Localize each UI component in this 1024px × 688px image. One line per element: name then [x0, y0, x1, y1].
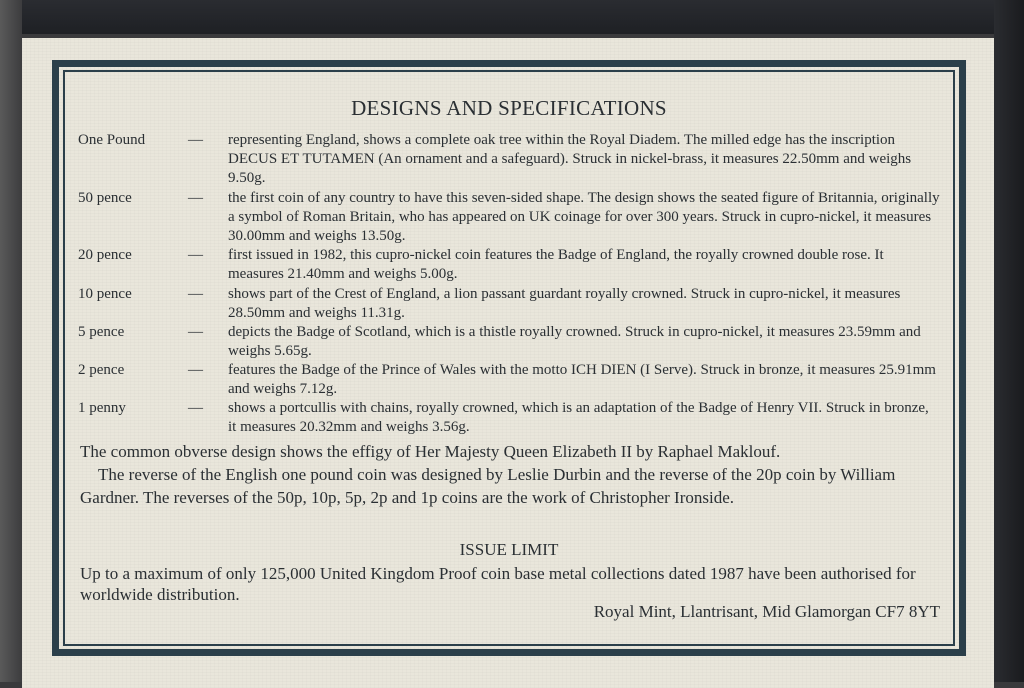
spec-coin-name: 50 pence — [78, 190, 132, 206]
spec-coin-name: 20 pence — [78, 247, 132, 263]
spec-dash: — — [188, 362, 203, 378]
spec-description: shows a portcullis with chains, royally crowned, which is an adaptation of the Badge of Henry VII. Struck in bronze, it measures 20.32mm and weighs 3.56g. — [228, 400, 929, 436]
reverse-note: The reverse of the English one pound coin was designed by Leslie Durbin and the reverse of the 20p coin by William Gardner. The reverses of the 50p, 10p, 5p, 2p and 1p coins are the work of Christopher Ironside. — [80, 465, 896, 507]
spec-description: the first coin of any country to have this seven-sided shape. The design shows the seated figure of Britannia, originally a symbol of Roman Britain, who has appeared on UK coinage for over 300 years. Struck in cupro-nickel, it measures 30.00mm and weighs 13.50g. — [228, 190, 940, 245]
spec-dash: — — [188, 190, 203, 206]
case-left-edge — [0, 0, 22, 682]
spec-coin-name: One Pound — [78, 132, 146, 148]
case-top-edge — [0, 0, 1024, 34]
spec-dash: — — [188, 132, 203, 148]
royal-mint-address: Royal Mint, Llantrisant, Mid Glamorgan CF7 8YT — [593, 602, 940, 621]
spec-dash: — — [188, 286, 203, 302]
issue-limit-heading: ISSUE LIMIT — [459, 540, 559, 559]
spec-coin-name: 2 pence — [78, 362, 125, 378]
spec-description: first issued in 1982, this cupro-nickel coin features the Badge of England, the royally crowned double rose. It measures 21.40mm and weighs 5.00g. — [228, 247, 884, 283]
spec-coin-name: 10 pence — [78, 286, 132, 302]
spec-dash: — — [188, 247, 203, 263]
page-title: DESIGNS AND SPECIFICATIONS — [351, 96, 667, 120]
spec-dash: — — [188, 324, 203, 340]
obverse-note: The common obverse design shows the effigy of Her Majesty Queen Elizabeth II by Raphael Maklouf. — [80, 442, 781, 461]
spec-description: depicts the Badge of Scotland, which is a thistle royally crowned. Struck in cupro-nickel, it measures 23.59mm and weighs 5.65g. — [228, 324, 921, 360]
spec-description: shows part of the Crest of England, a lion passant guardant royally crowned. Struck in cupro-nickel, it measures 28.50mm and weighs 11.31g. — [228, 286, 901, 322]
spec-dash: — — [188, 400, 203, 416]
spec-coin-name: 5 pence — [78, 324, 125, 340]
spec-description: features the Badge of the Prince of Wales with the motto ICH DIEN (I Serve). Struck in bronze, it measures 25.91mm and weighs 7.12g. — [228, 362, 936, 398]
spec-description: representing England, shows a complete oak tree within the Royal Diadem. The milled edge has the inscription DECUS ET TUTAMEN (An ornament and a safeguard). Struck in nickel-brass, it measures 22.50mm and weighs 9.50g. — [228, 132, 912, 187]
spec-coin-name: 1 penny — [78, 400, 126, 416]
case-right-edge — [994, 0, 1024, 682]
issue-limit-text: Up to a maximum of only 125,000 United Kingdom Proof coin base metal collections dated 1987 have been authorised for worldwide distribution. — [80, 564, 916, 604]
